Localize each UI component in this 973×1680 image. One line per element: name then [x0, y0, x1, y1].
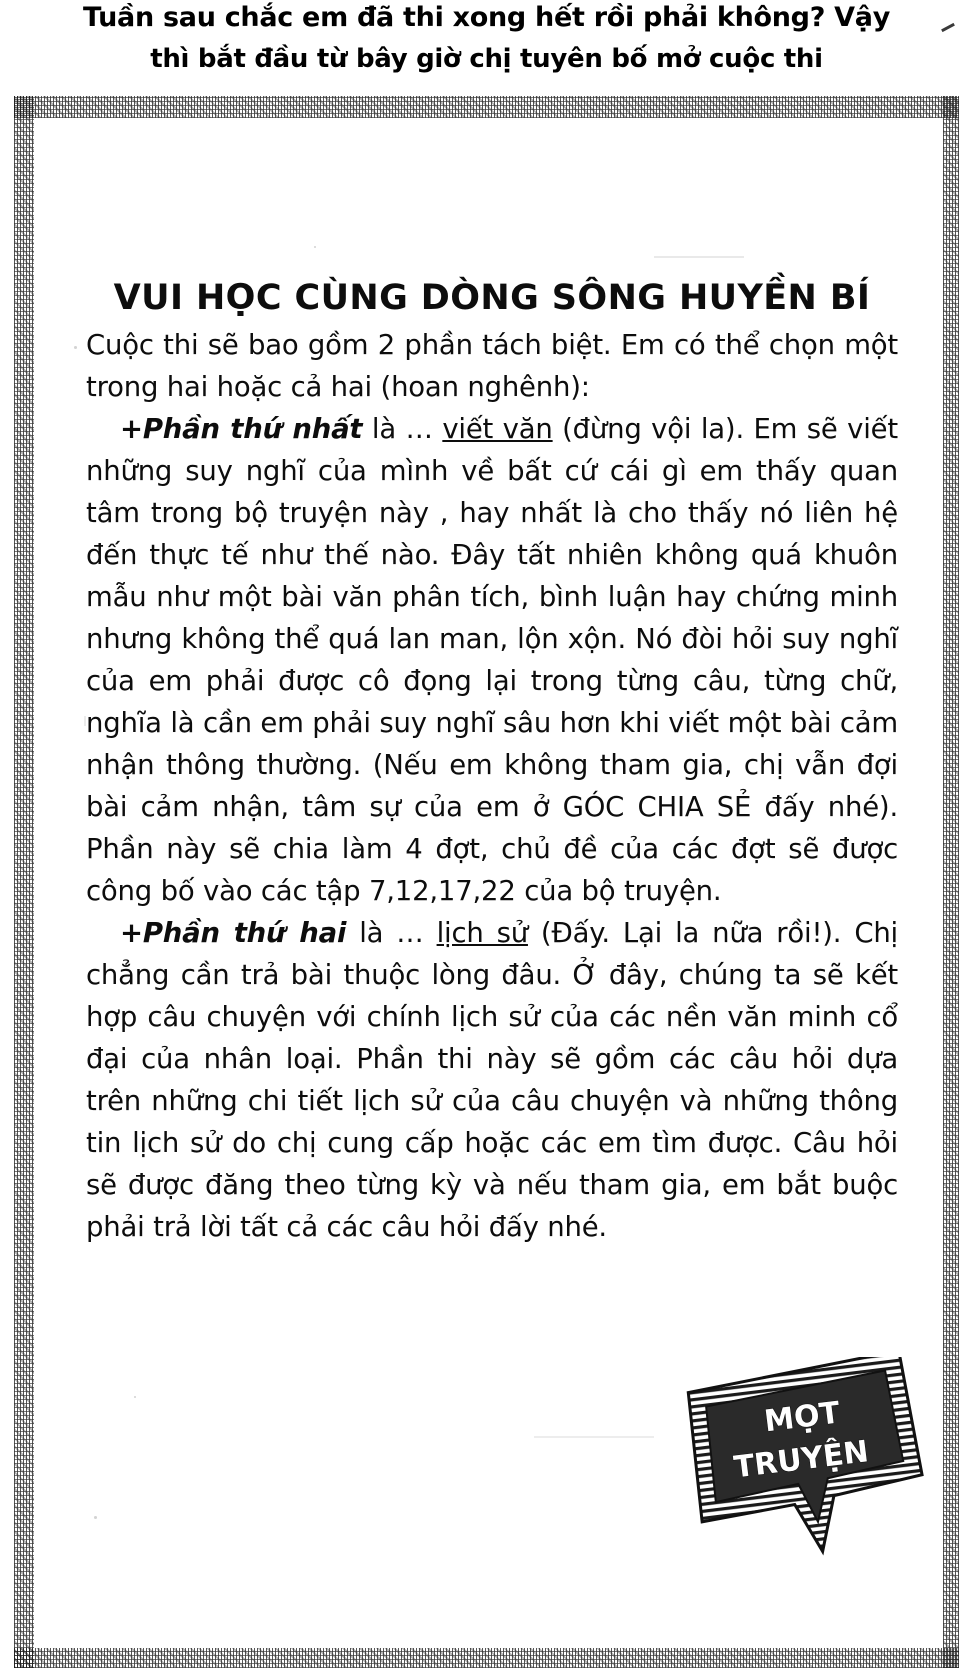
stamp-word-1: MỌT — [762, 1395, 842, 1440]
paragraph-part-one — [86, 408, 898, 912]
page-border-top-grain — [14, 96, 959, 118]
part-one-rest: (đừng vội la). Em sẽ viết những suy nghĩ của mình về bất cứ cái gì em thấy quan tâm trong bộ truyện này , hay nhất là cho thấy nó liên hệ đến thực tế như thế nào. Đây tất nhiên không quá khuôn mẫu như một bài văn phân tích, bình luận hay chứng minh nhưng không thể quá lan man, lộn xộn. Nó đòi hỏi suy nghĩ của em phải được cô đọng lại trong từng câu, từng chữ, nghĩa là cần em phải suy nghĩ sâu hơn khi viết một bài cảm nhận thông thường. (Nếu em không tham gia, chị vẫn đợi bài cảm nhận, tâm sự của em ở GÓC CHIA SẺ đấy nhé). Phần này sẽ chia làm 4 đợt, chủ đề của các đợt sẽ được công bố vào các tập 7,12,17,22 của bộ truyện. — [86, 413, 898, 907]
scan-speckle — [534, 1436, 654, 1438]
part-two-lead: là … — [346, 917, 437, 949]
scan-speckle — [314, 246, 316, 248]
top-caption — [0, 0, 973, 96]
scanned-page — [14, 96, 959, 1668]
part-one-label: +Phần thứ nhất — [120, 413, 363, 445]
paragraph-intro-text: Cuộc thi sẽ bao gồm 2 phần tách biệt. Em có thể chọn một trong hai hoặc cả hai (hoan nghênh): — [86, 329, 898, 403]
paragraph-part-two — [86, 912, 898, 1248]
caption-line-1: Tuần sau chắc em đã thi xong hết rồi phải không? Vậy — [82, 2, 890, 33]
page-border-left-grain — [14, 96, 34, 1668]
scan-speckle — [94, 1516, 97, 1519]
part-two-rest: (Đấy. Lại la nữa rồi!). Chị chẳng cần trả bài thuộc lòng đâu. Ở đây, chúng ta sẽ kết hợp câu chuyện với chính lịch sử của các nền văn minh cổ đại của nhân loại. Phần thi này sẽ gồm các câu hỏi dựa trên những chi tiết lịch sử của câu chuyện và những thông tin lịch sử do chị cung cấp hoặc các em tìm được. Câu hỏi sẽ được đăng theo từng kỳ và nếu tham gia, em bắt buộc phải trả lời tất cả các câu hỏi đấy nhé. — [86, 917, 898, 1243]
part-two-keyword: lịch sử — [436, 917, 528, 949]
part-one-keyword: viết văn — [442, 413, 553, 445]
scan-speckle — [654, 256, 744, 258]
stamp-word-2: TRUYỆN — [732, 1434, 871, 1486]
page-body — [86, 278, 898, 1248]
page-border-right-grain — [943, 96, 959, 1668]
paragraph-intro — [86, 324, 898, 408]
part-one-lead: là … — [362, 413, 443, 445]
caption-line-2: thì bắt đầu từ bây giờ chị tuyên bố mở cuộc thi — [150, 44, 823, 74]
page-title: VUI HỌC CÙNG DÒNG SÔNG HUYỀN BÍ — [113, 278, 871, 318]
mot-truyen-stamp — [679, 1357, 929, 1572]
part-two-label: +Phần thứ hai — [120, 917, 347, 949]
page-border-bottom-grain — [14, 1648, 959, 1668]
scan-speckle — [134, 1396, 136, 1398]
scan-speckle — [74, 346, 77, 349]
